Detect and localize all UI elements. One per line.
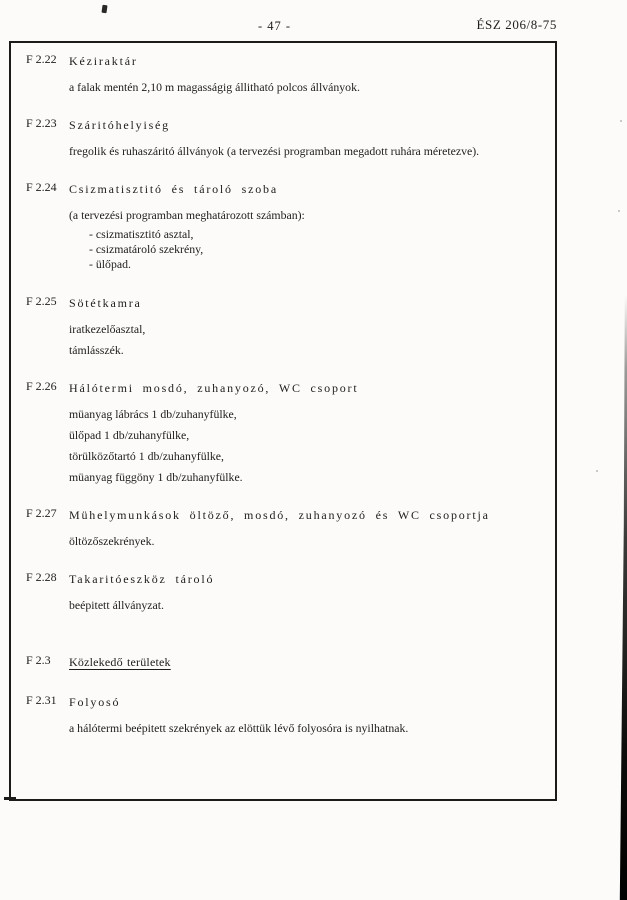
section-id: F 2.25 — [26, 294, 57, 308]
section-title: Sötétkamra — [69, 296, 142, 310]
section-id: F 2.24 — [26, 180, 57, 194]
section-body — [69, 80, 551, 94]
list-item: - csizmatisztitó asztal, — [89, 227, 194, 241]
section — [11, 379, 551, 484]
section-id: F 2.26 — [26, 379, 57, 393]
paragraph: ülőpad 1 db/zuhanyfülke, — [69, 428, 190, 442]
paragraph: iratkezelőasztal, — [69, 322, 146, 336]
section-title: Mühelymunkások öltöző, mosdó, zuhanyozó és WC csoportja — [69, 508, 490, 522]
scan-speck — [618, 210, 620, 212]
paragraph: törülközőtartó 1 db/zuhanyfülke, — [69, 449, 224, 463]
section-id: F 2.27 — [26, 506, 57, 520]
sections-container — [11, 52, 551, 735]
section-id: F 2.31 — [26, 693, 57, 707]
section-body — [69, 208, 551, 272]
section-body — [69, 534, 551, 548]
document-reference: ÉSZ 206/8-75 — [476, 17, 557, 32]
section — [11, 653, 551, 671]
section-body — [69, 144, 551, 158]
document-frame — [9, 41, 557, 801]
section — [11, 506, 551, 548]
section-title: Folyosó — [69, 695, 121, 709]
paragraph: öltözőszekrények. — [69, 534, 155, 548]
item-list — [69, 227, 551, 272]
page-number: - 47 - — [258, 19, 292, 33]
section-title: Száritóhelyiség — [69, 118, 170, 132]
section-id: F 2.22 — [26, 52, 57, 66]
section-body — [69, 407, 551, 484]
section — [11, 180, 551, 272]
section-title: Közlekedő területek — [69, 655, 171, 669]
section-body — [69, 322, 551, 357]
frame-corner-overshoot — [4, 797, 16, 800]
section-id: F 2.23 — [26, 116, 57, 130]
list-item: - ülőpad. — [89, 257, 131, 271]
section-title: Hálótermi mosdó, zuhanyozó, WC csoport — [69, 381, 359, 395]
section-title: Kéziraktár — [69, 54, 138, 68]
paragraph: (a tervezési programban meghatározott számban): — [69, 208, 305, 222]
paragraph: beépitett állványzat. — [69, 598, 164, 612]
section-title: Takaritóeszköz tároló — [69, 572, 215, 586]
paragraph: fregolik és ruhaszáritó állványok (a tervezési programban megadott ruhára méretezve). — [69, 144, 480, 158]
section-id: F 2.28 — [26, 570, 57, 584]
section — [11, 693, 551, 735]
section-body — [69, 598, 551, 612]
section-body — [69, 721, 551, 735]
section — [11, 570, 551, 612]
section — [11, 52, 551, 94]
scan-speck — [620, 120, 622, 122]
section-id: F 2.3 — [26, 653, 51, 667]
paragraph: támlásszék. — [69, 343, 124, 357]
binding-edge-shadow — [619, 295, 627, 900]
list-item: - csizmatároló szekrény, — [89, 242, 204, 256]
paragraph: müanyag lábrács 1 db/zuhanyfülke, — [69, 407, 237, 421]
paragraph: a hálótermi beépitett szekrények az elöttük lévő folyosóra is nyilhatnak. — [69, 721, 409, 735]
section — [11, 116, 551, 158]
paragraph: müanyag függöny 1 db/zuhanyfülke. — [69, 470, 243, 484]
paragraph: a falak mentén 2,10 m magasságig állitható polcos állványok. — [69, 80, 360, 94]
ink-speck-artifact — [101, 5, 107, 14]
section — [11, 294, 551, 357]
scan-speck — [596, 470, 598, 472]
section-title: Csizmatisztitó és tároló szoba — [69, 182, 278, 196]
